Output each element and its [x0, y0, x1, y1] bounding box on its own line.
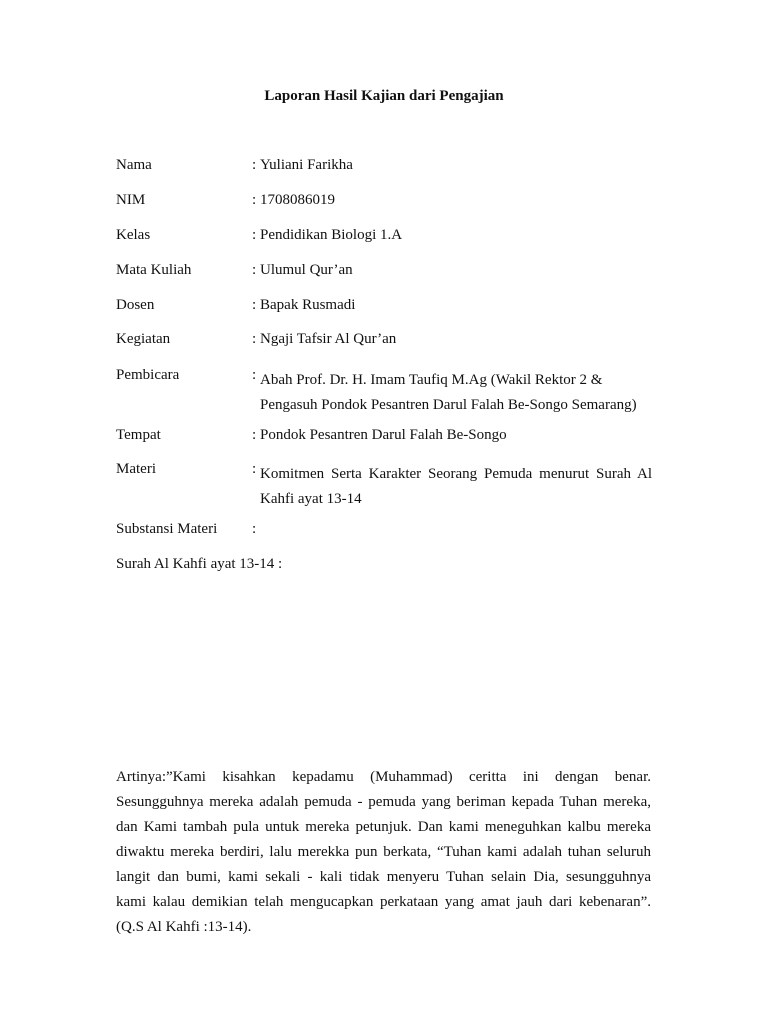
field-label: Nama — [116, 157, 152, 173]
field-label: Mata Kuliah — [116, 262, 192, 278]
document-title: Laporan Hasil Kajian dari Pengajian — [264, 88, 504, 104]
field-value — [260, 368, 652, 418]
field-colon: : — [252, 461, 257, 477]
field-label: Tempat — [116, 427, 161, 443]
translation-line: Artinya:”Kami kisahkan kepadamu (Muhammad) ceritta ini dengan benar. — [116, 769, 651, 785]
field-colon: : — [252, 427, 257, 443]
translation-line: (Q.S Al Kahfi :13-14). — [116, 919, 252, 935]
field-colon: : — [252, 192, 257, 208]
field-label: Dosen — [116, 297, 155, 313]
field-value — [260, 462, 652, 512]
field-value-line: Kahfi ayat 13-14 — [260, 491, 362, 507]
field-value: Ngaji Tafsir Al Qur’an — [260, 331, 397, 347]
field-label: Substansi Materi — [116, 521, 218, 537]
surah-heading: Surah Al Kahfi ayat 13-14 : — [116, 556, 283, 572]
translation-line: diwaktu mereka berdiri, lalu merekka pun berkata, “Tuhan kami adalah tuhan seluruh — [116, 844, 651, 860]
field-colon: : — [252, 227, 257, 243]
field-value-line: Komitmen Serta Karakter Seorang Pemuda menurut Surah Al — [260, 466, 652, 482]
field-value-line: Pengasuh Pondok Pesantren Darul Falah Be-Songo Semarang) — [260, 397, 637, 413]
field-colon: : — [252, 157, 257, 173]
field-value-line: Abah Prof. Dr. H. Imam Taufiq M.Ag (Wakil Rektor 2 & — [260, 372, 603, 388]
field-colon: : — [252, 521, 257, 537]
field-label: NIM — [116, 192, 146, 208]
field-value: 1708086019 — [260, 192, 335, 208]
field-colon: : — [252, 262, 257, 278]
translation-line: Sesungguhnya mereka adalah pemuda - pemuda yang beriman kepada Tuhan mereka, — [116, 794, 651, 810]
translation-line: langit dan bumi, kami sekali - kali tidak menyeru Tuhan selain Dia, sesungguhnya — [116, 869, 651, 885]
field-label: Kelas — [116, 227, 151, 243]
field-colon: : — [252, 297, 257, 313]
field-value: Ulumul Qur’an — [260, 262, 353, 278]
field-value: Yuliani Farikha — [260, 157, 353, 173]
translation-line: kami kalau demikian telah mengucapkan perkataan yang amat jauh dari kebenaran”. — [116, 894, 651, 910]
field-label: Materi — [116, 461, 156, 477]
field-value: Pendidikan Biologi 1.A — [260, 227, 403, 243]
field-colon: : — [252, 331, 257, 347]
field-colon: : — [252, 367, 257, 383]
field-value: Pondok Pesantren Darul Falah Be-Songo — [260, 427, 507, 443]
field-label: Kegiatan — [116, 331, 171, 347]
field-label: Pembicara — [116, 367, 180, 383]
field-value: Bapak Rusmadi — [260, 297, 356, 313]
translation-paragraph — [116, 765, 651, 940]
translation-line: dan Kami tambah pula untuk mereka petunjuk. Dan kami meneguhkan kalbu mereka — [116, 819, 651, 835]
